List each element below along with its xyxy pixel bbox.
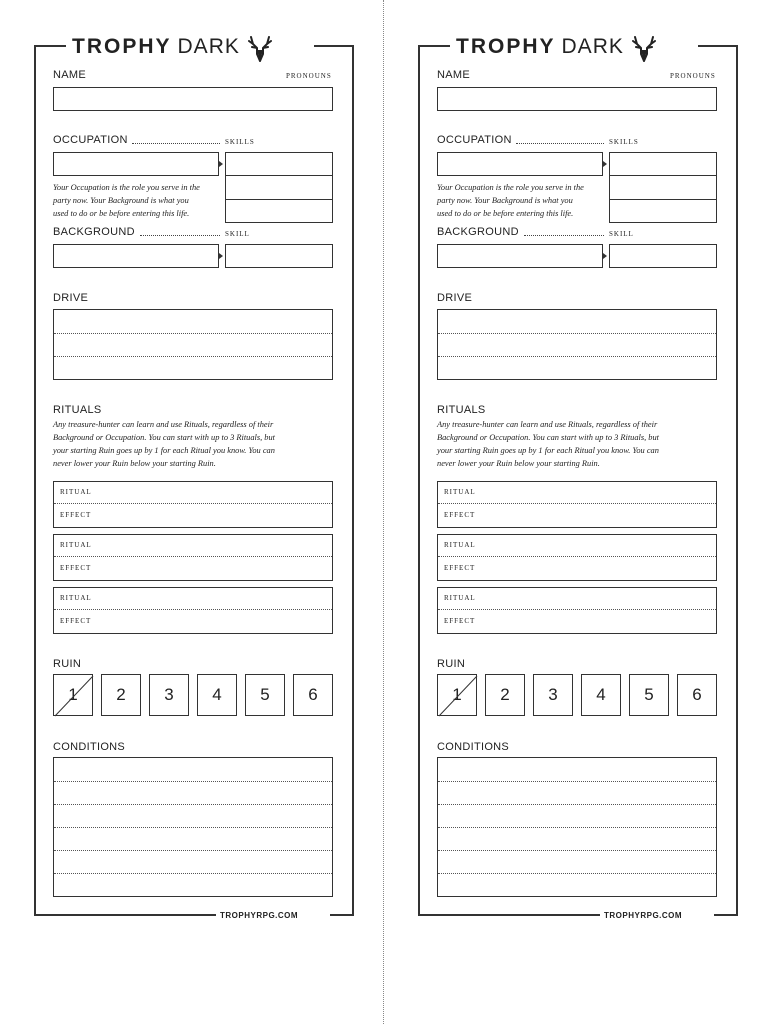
pronouns-label: PRONOUNS — [286, 72, 332, 80]
sheet-title — [456, 32, 701, 62]
drive-label: DRIVE — [437, 292, 473, 304]
occupation-label: OCCUPATION — [53, 134, 128, 146]
background-skill-field[interactable] — [609, 244, 717, 268]
ruin-box-3[interactable]: 3 — [149, 674, 189, 716]
name-field[interactable] — [53, 87, 333, 111]
ruin-box-4[interactable]: 4 — [581, 674, 621, 716]
title-bold: TROPHY — [456, 35, 556, 58]
ritual-box-1[interactable]: RITUAL EFFECT — [437, 481, 717, 528]
ruin-box-2[interactable]: 2 — [101, 674, 141, 716]
title-bold: TROPHY — [72, 35, 172, 58]
stag-antlers-icon — [630, 32, 658, 62]
conditions-field[interactable] — [437, 757, 717, 897]
rituals-note: Any treasure-hunter can learn and use Rituals, regardless of their Background or Occupation. You can start with up to 3 Rituals, but your starting Ruin goes up by 1 for each Ritual you know. You can never lower your Ruin below your starting Ruin. — [437, 420, 660, 468]
ruin-box-5[interactable]: 5 — [629, 674, 669, 716]
ritual-box-3[interactable]: RITUAL EFFECT — [53, 587, 333, 634]
cut-line — [383, 0, 384, 1024]
occupation-field[interactable] — [437, 152, 603, 176]
title-light: DARK — [561, 35, 624, 58]
occupation-label: OCCUPATION — [437, 134, 512, 146]
ruin-slash-icon — [54, 675, 94, 717]
character-sheet — [418, 0, 738, 920]
title-light: DARK — [177, 35, 240, 58]
skill-label: SKILL — [609, 230, 634, 238]
name-field[interactable] — [437, 87, 717, 111]
occupation-note: Your Occupation is the role you serve in the party now. Your Background is what you used to do or be before entering this life. — [53, 183, 200, 218]
ruin-box-6[interactable]: 6 — [677, 674, 717, 716]
ritual-box-3[interactable]: RITUAL EFFECT — [437, 587, 717, 634]
skills-field[interactable] — [609, 152, 717, 223]
name-label: NAME — [53, 69, 86, 81]
conditions-field[interactable] — [53, 757, 333, 897]
ruin-box-1[interactable]: 1 — [53, 674, 93, 716]
name-label: NAME — [437, 69, 470, 81]
ruin-box-4[interactable]: 4 — [197, 674, 237, 716]
character-sheet — [34, 0, 354, 920]
footer-url: TROPHYRPG.COM — [604, 911, 683, 920]
drive-field[interactable] — [53, 309, 333, 380]
background-field[interactable] — [437, 244, 603, 268]
stag-antlers-icon — [246, 32, 274, 62]
skills-field[interactable] — [225, 152, 333, 223]
drive-field[interactable] — [437, 309, 717, 380]
ritual-box-2[interactable]: RITUAL EFFECT — [53, 534, 333, 581]
background-field[interactable] — [53, 244, 219, 268]
background-label: BACKGROUND — [53, 226, 135, 238]
ruin-box-3[interactable]: 3 — [533, 674, 573, 716]
background-label: BACKGROUND — [437, 226, 519, 238]
conditions-label: CONDITIONS — [437, 741, 510, 753]
sheet-title — [72, 32, 317, 62]
rituals-label: RITUALS — [437, 404, 486, 416]
ritual-box-2[interactable]: RITUAL EFFECT — [437, 534, 717, 581]
footer-url: TROPHYRPG.COM — [220, 911, 299, 920]
background-skill-field[interactable] — [225, 244, 333, 268]
ruin-box-2[interactable]: 2 — [485, 674, 525, 716]
rituals-note: Any treasure-hunter can learn and use Rituals, regardless of their Background or Occupation. You can start with up to 3 Rituals, but your starting Ruin goes up by 1 for each Ritual you know. You can never lower your Ruin below your starting Ruin. — [53, 420, 276, 468]
ruin-label: RUIN — [437, 658, 466, 670]
pronouns-label: PRONOUNS — [670, 72, 716, 80]
ruin-label: RUIN — [53, 658, 82, 670]
occupation-field[interactable] — [53, 152, 219, 176]
drive-label: DRIVE — [53, 292, 89, 304]
ruin-box-5[interactable]: 5 — [245, 674, 285, 716]
ruin-box-6[interactable]: 6 — [293, 674, 333, 716]
ruin-slash-icon — [438, 675, 478, 717]
conditions-label: CONDITIONS — [53, 741, 126, 753]
ruin-box-1[interactable]: 1 — [437, 674, 477, 716]
skills-label: SKILLS — [225, 138, 255, 146]
skills-label: SKILLS — [609, 138, 639, 146]
rituals-label: RITUALS — [53, 404, 102, 416]
occupation-note: Your Occupation is the role you serve in the party now. Your Background is what you used to do or be before entering this life. — [437, 183, 584, 218]
skill-label: SKILL — [225, 230, 250, 238]
ritual-box-1[interactable]: RITUAL EFFECT — [53, 481, 333, 528]
